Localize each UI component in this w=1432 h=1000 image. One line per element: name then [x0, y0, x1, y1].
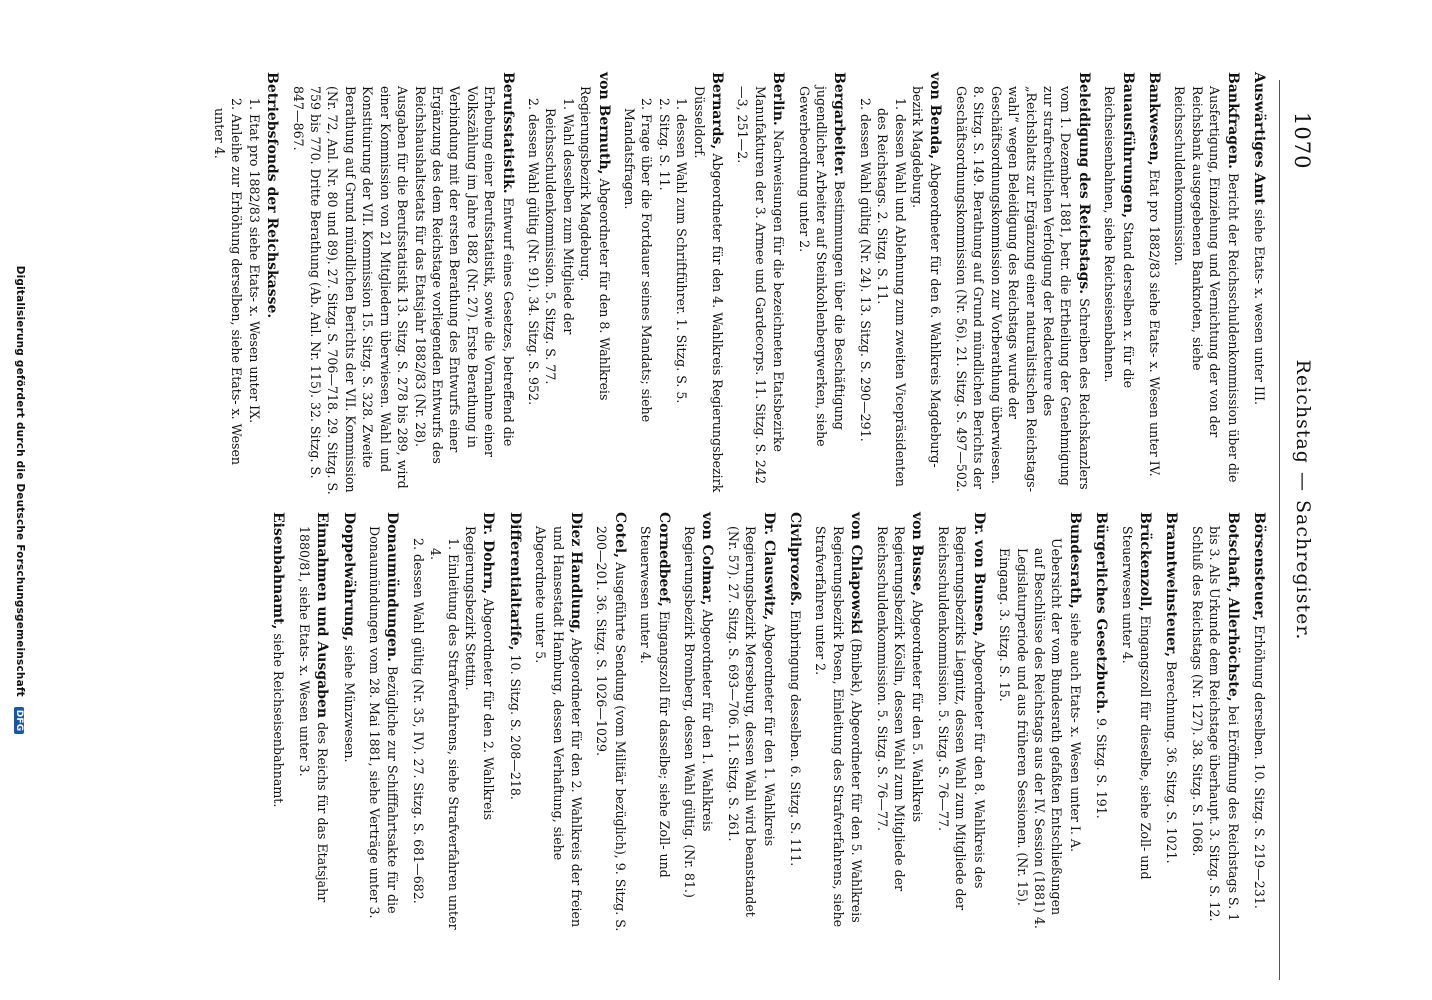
entry-text: Eingangszoll für dieselbe, siehe Zoll- und Steuerwesen unter 4.	[1119, 526, 1153, 880]
entry-text: Abgeordneter für den 2. Wahlkreis Regierungsbezirk Stettin.	[462, 526, 497, 821]
entry-subitem: 1. dessen Wahl zum Schriftführer. 1. Sitzg. S. 5.	[674, 98, 690, 404]
index-entry	[366, 512, 402, 936]
index-entry	[269, 512, 287, 936]
entry-heading: Cornedbeef,	[655, 512, 672, 607]
entry-text: Abgeordneter für den 5. Wahlkreis Regierungsbezirk Köslin, dessen Wahl zum Mitgliede der Reichsschuldenkommission. 5. Sitzg. S. 76—77.	[874, 526, 926, 892]
entry-text: Bestimmungen über die Beschäftigung jugendlicher Arbeiter auf Steinkohlenbergwerken, siehe Gewerbeordnung unter 2.	[796, 86, 848, 447]
entry-text: Einbringung desselben. 6. Sitzg. S. 111.	[788, 610, 804, 867]
index-entry	[532, 512, 585, 936]
entry-heading: Civilprozeß.	[787, 512, 804, 607]
entry-heading: Bundesrath,	[1066, 512, 1083, 609]
running-head	[1292, 0, 1314, 1000]
entry-text: Abgeordneter für den 1. Wahlkreis Regierungsbezirk Merseburg, dessen Wahl wird beanstandet (Nr. 57). 27. Sitzg. S. 693—706. 11. Sitzg. S. 261.	[725, 526, 777, 917]
index-entry	[681, 512, 717, 936]
entry-text: 9. Sitzg. S. 191.	[1094, 718, 1110, 819]
index-entry	[593, 512, 629, 936]
entry-text: Abgeordneter für den 6. Wahlkreis Magdeburg-bezirk Magdeburg.	[910, 86, 944, 468]
index-entry	[1250, 512, 1268, 936]
index-entry	[795, 72, 848, 496]
entry-heading: Eisenbahnamt,	[270, 512, 287, 630]
right-column	[261, 512, 1268, 936]
index-entry	[409, 512, 497, 936]
entry-heading: von Chlapowski	[848, 512, 865, 635]
entry-text: siehe Etats- x. wesen unter III.	[1252, 208, 1267, 405]
index-entry	[935, 512, 988, 936]
entry-text: siehe Münzwesen.	[341, 645, 357, 763]
entry-heading: Auswärtiges Amt	[1251, 72, 1267, 205]
left-column	[203, 72, 1268, 496]
index-entry	[1118, 512, 1154, 936]
entry-text: Schreiben des Reichskanzlers vom 1. Dezember 1881, betr. die Ertheilung der Genehmigung zur strafrechtlichen Verfolgung der Redacteure des „Reichsblatts zur Ergänzung einer naturalistischen Reichstags-wahl“ wegen Beleidigung des Reichstags wurde der Geschäftsordnungskommission zur Vorberathung überwiesen. 8. Sitzg. S. 149. Berathung auf Grund mündlichen Berichts der Geschäftsordnungskommission (Nr. 56). 21. Sitzg. S. 497—502.	[953, 86, 1092, 493]
entry-heading: Doppelwährung,	[340, 512, 357, 641]
entry-heading: Dr. Dohrn,	[480, 512, 497, 595]
entry-subitem: 2. dessen Wahl gültig (Nr. 91). 34. Sitzg. S. 952.	[525, 98, 541, 406]
index-entry	[1188, 512, 1241, 936]
entry-heading: Diez Handlung,	[568, 512, 584, 634]
entry-heading: Bernards,	[709, 72, 726, 150]
entry-subitem: 1. Etat pro 1882/83 siehe Etats- x. Wesen unter IX.	[246, 98, 262, 424]
entry-subitem: 2. dessen Wahl gültig (Nr. 35, IV). 27. Sitzg. S. 681—682.	[410, 538, 426, 904]
entry-text: Erhöhung derselben. 10. Sitzg. S. 219—231.	[1252, 625, 1267, 909]
running-head-dash: —	[1292, 471, 1314, 492]
entry-text: Eingangszoll für dasselbe; siehe Zoll- und Steuerwesen unter 4.	[638, 526, 672, 878]
page-number: 1070	[1290, 112, 1314, 170]
entry-heading: Brückenzoll,	[1136, 512, 1153, 612]
footer-text: Digitalisierung gefördert durch die Deutsche Forschungsgemeinschaft	[14, 265, 26, 697]
index-entry	[1250, 72, 1268, 496]
index-entry	[289, 72, 516, 496]
entry-heading: Botschaft, Allerhöchste,	[1224, 512, 1241, 702]
entry-heading: Donaumündungen.	[384, 512, 401, 662]
entry-text: Bericht der Reichsschuldenkommission über die Ausfertigung, Einziehung und Vernichtung der von der Reichsbank ausgegebenen Banknoten, siehe Reichsschuldenkommission.	[1172, 86, 1241, 483]
index-entry	[505, 512, 523, 936]
entry-heading: Einnahmen und Ausgaben	[314, 512, 331, 719]
index-entry	[873, 512, 926, 936]
index-entry	[1145, 72, 1163, 496]
entry-text: Abgeordneter für den 1. Wahlkreis Regierungsbezirk Bromberg, dessen Wahl gültig. (Nr. 81.)	[682, 526, 716, 898]
index-entry	[996, 512, 1084, 936]
entry-text: Abgeordneter für den 8. Wahlkreis des Regierungsbezirks Liegnitz, dessen Wahl zum Mitgliede der Reichsschuldenkommission. 5. Sitzg. S. 76—77.	[935, 526, 987, 911]
entry-heading: Bauausführungen,	[1119, 72, 1136, 219]
entry-subitem: 1. Einleitung des Strafverfahrens, siehe Strafverfahren unter 4.	[428, 538, 461, 930]
index-entry	[211, 72, 282, 496]
index-entry	[786, 512, 804, 936]
entry-heading: Berlin.	[770, 72, 787, 126]
entry-text: Abgeordneter für den 4. Wahlkreis Regierungsbezirk Düsseldorf.	[691, 86, 726, 493]
entry-heading: Börsensteuer,	[1251, 512, 1267, 622]
entry-heading: Dr. von Bunsen,	[970, 512, 987, 637]
entry-heading: Bürgerliches Gesetzbuch.	[1093, 512, 1110, 715]
entry-heading: Cotel,	[611, 512, 628, 559]
entry-text: des Reichs für das Etatsjahr 1880/81, siehe Etats- x. Wesen unter 3.	[296, 526, 331, 903]
entry-heading: Bergarbeiter.	[831, 72, 848, 177]
entry-heading: Differentialtarife,	[506, 512, 523, 651]
index-entry	[621, 72, 726, 496]
header-rule	[1279, 80, 1280, 980]
running-head-right: Sachregister.	[1292, 499, 1314, 641]
entry-text: Etat pro 1882/83 siehe Etats- x. Wesen unter IV.	[1146, 169, 1162, 477]
entry-text: siehe Reichseisenbahnamt.	[271, 633, 287, 808]
entry-heading: Branntweinsteuer,	[1163, 512, 1180, 658]
entry-heading: Dr. Clauswitz,	[760, 512, 777, 621]
index-entry	[339, 512, 357, 936]
index-entry	[637, 512, 673, 936]
entry-subitem: 2. Frage über die Fortdauer seines Mandats; siehe Mandatsfragen.	[622, 98, 655, 423]
index-entry	[812, 512, 865, 936]
running-head-left: Reichstag	[1292, 359, 1314, 464]
entry-heading: von Busse,	[909, 512, 926, 597]
entry-subitem: 2. Anleihe zur Erhöhung derselben, siehe Etats- x. Wesen unter 4.	[212, 98, 245, 466]
entry-text: Entwurf eines Gesetzes, betreffend die Erhebung einer Berufsstatistik, sowie die Vornahme einer Volkszählung im Jahre 1882 (Nr. 27). Erste Berathung in Verbindung mit der ersten Berathung des Entwurfs einer Ergänzung des dem Reichstage vorliegenden Entwurfs des Reichshaushaltsetats für das Etatsjahr 1882/83 (Nr. 28). Ausgaben für die Berufsstatistik 13. Sitzg. S. 278 bis 289, wird einer Kommission von 21 Mitgliedern überwiesen. Wahl und Konstituirung der VII. Kommission 15. Sitzg. S. 328. Zweite Berathung auf Grund mündlichen Berichts der VII. Kommission (Nr. 72, Anl. Nr. 80 und 89). 27. Sitzg. S. 706—718. 29. Sitzg. S. 759 bis 770. Dritte Berathung (Ab. Anl. Nr. 115). 32. Sitzg. S. 847—867.	[290, 86, 516, 495]
index-entry	[525, 72, 613, 496]
entry-heading: Berufsstatistik.	[499, 72, 516, 194]
index-entry	[734, 72, 787, 496]
index-entry	[1171, 72, 1242, 496]
entry-subitem: Uebersicht der vom Bundesrath gefaßten Entschließungen auf Beschlüsse des Reichstags aus der IV. Session (1881) 4. Legislaturperiode und aus früheren Sessionen. (Nr. 15). Eingang. 3. Sitzg. S. 15.	[997, 538, 1065, 929]
index-entry	[953, 72, 1093, 496]
index-entry	[856, 72, 944, 496]
index-entry	[295, 512, 331, 936]
entry-text: Nachweisungen für die bezeichneten Etatsbezirke Manufakturen der 3. Armee und Gardecorps. 11. Sitzg. S. 242—3, 251—2.	[735, 86, 787, 484]
entry-heading: von Benda,	[927, 72, 944, 160]
entry-text: Abgeordneter für den 2. Wahlkreis der freien und Hansestadt Hamburg, dessen Verhaftung, siehe Abgeordnete unter 5.	[533, 526, 584, 928]
entry-heading: Bankwesen,	[1145, 72, 1162, 166]
entry-subitem: 2. Sitzg. S. 11.	[656, 98, 672, 191]
entry-heading: Betriebsfonds der Reichskasse.	[264, 72, 281, 319]
entry-text: Abgeordneter für den 8. Wahlkreis Regierungsbezirk Magdeburg.	[578, 86, 612, 401]
entry-text: siehe auch Etats- x. Wesen unter I. A.	[1067, 612, 1083, 852]
index-entry	[1162, 512, 1180, 936]
entry-text: Ausgeführte Sendung (vom Militär bezüglich), 9. Sitzg. S. 200—201. 36. Sitzg. S. 1026—1029.	[594, 526, 628, 932]
entry-heading: Bankfragen.	[1224, 72, 1241, 170]
entry-heading: Beleidigung des Reichstags.	[1075, 72, 1092, 295]
footer-credit	[14, 0, 26, 1000]
entry-text: (Bnibek), Abgeordneter für den 5. Wahlkreis Regierungsbezirk Posen, Einleitung des Strafverfahrens, siehe Strafverfahren unter 2.	[813, 526, 865, 928]
entry-heading: von Colmar,	[699, 512, 716, 606]
entry-text: bei Eröffnung des Reichstags S. 1 bis 3. Als Urkunde dem Reichstage überhaupt. 3. Sitzg. S. 12. Schluß des Reichstags (Nr. 127). 38. Sitzg. S. 1068.	[1189, 526, 1241, 922]
entry-heading: von Bernuth,	[595, 72, 612, 175]
entry-subitem: 1. Wahl desselben zum Mitgliede der Reichsschuldenkommission. 5. Sitzg. S. 77.	[543, 98, 576, 385]
index-entry	[1101, 72, 1137, 496]
index-entry	[724, 512, 777, 936]
index-entry	[1092, 512, 1110, 936]
entry-subitem: 1. dessen Wahl und Ablehnung zum zweiten Vicepräsidenten des Reichstags. 2. Sitzg. S. 11.	[875, 98, 908, 487]
dfg-logo: DFG	[14, 707, 24, 735]
entry-text: Stand derselben x. für die Reichseisenbahnen, siehe Reichseisenbahnen.	[1102, 86, 1136, 389]
entry-subitem: 2. dessen Wahl gültig (Nr. 24). 13. Sitzg. S. 290—291.	[857, 98, 873, 442]
entry-text: Berechnung. 36. Sitzg. S. 1021.	[1164, 661, 1180, 864]
entry-text: 10. Sitzg. S. 208—218.	[507, 654, 523, 800]
entry-text: Bezügliche zur Schifffahrtsakte für die Donaumündungen vom 28. Mai 1881, siehe Verträge unter 3.	[366, 526, 401, 919]
